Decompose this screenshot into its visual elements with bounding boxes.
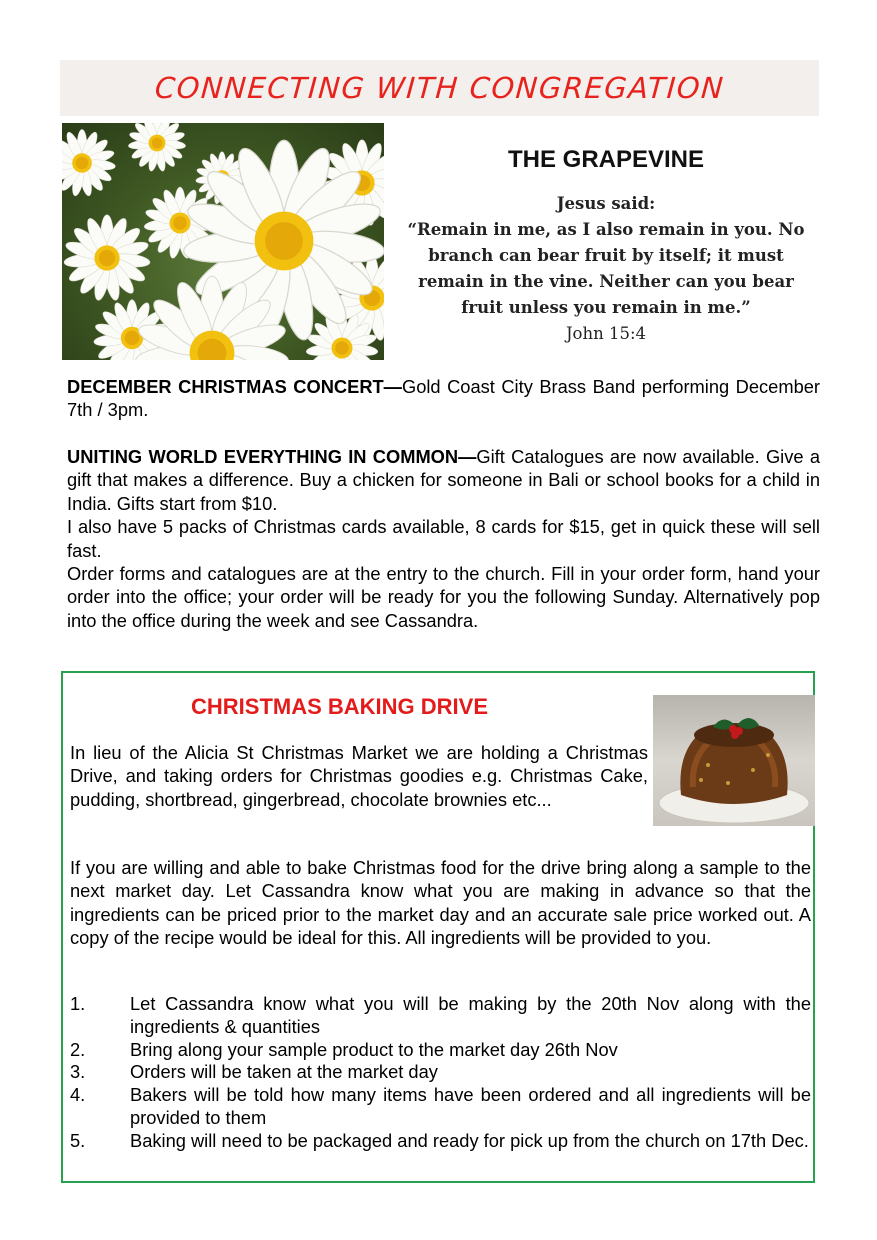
step-text: Let Cassandra know what you will be making by the 20th Nov along with the ingredients & quantities <box>130 993 811 1037</box>
step-text: Baking will need to be packaged and ready for pick up from the church on 17th Dec. <box>130 1129 809 1151</box>
list-item <box>70 1039 811 1062</box>
step-number: 5. <box>70 1129 86 1151</box>
concert-text: Gold Coast City Brass Band performing December 7th / 3pm. <box>67 376 820 421</box>
quote-text: “Remain in me, as I also remain in you. No branch can bear fruit by itself; it must remain in the vine. Neither can you bear fruit unless you remain in me.” <box>407 220 805 317</box>
grapevine-title: THE GRAPEVINE <box>507 146 705 173</box>
list-item <box>70 993 811 1039</box>
concert-notice <box>67 375 820 422</box>
step-number: 1. <box>70 993 86 1014</box>
step-text: Bring along your sample product to the market day 26th Nov <box>130 1038 618 1060</box>
order-forms-text: Order forms and catalogues are at the entry to the church. Fill in your order form, hand your order into the office; your order will be ready for you the following Sunday. Alternatively pop into the office during the week and see Cassandra. <box>67 563 820 631</box>
pudding-photo <box>653 695 815 826</box>
baking-steps-list <box>70 993 811 1153</box>
baking-drive-box <box>61 671 815 1183</box>
step-number: 4. <box>70 1084 86 1106</box>
baking-instructions-text: If you are willing and able to bake Christmas food for the drive bring along a sample to the next market day. Let Cassandra know what you are making in advance so that the ingredients can be priced prior to the market day and an accurate sale price worked out. A copy of the recipe would be ideal for this. All ingredients will be provided to you. <box>70 857 811 949</box>
daisy-photo <box>62 123 384 360</box>
banner-title: CONNECTING WITH CONGREGATION <box>153 71 726 105</box>
uniting-heading: UNITING WORLD EVERYTHING IN COMMON— <box>67 446 477 467</box>
step-number: 3. <box>70 1061 86 1083</box>
quote-reference: John 15:4 <box>565 324 647 343</box>
pudding-illustration <box>653 695 815 826</box>
uniting-world-notice <box>67 445 820 632</box>
baking-intro-text: In lieu of the Alicia St Christmas Market we are holding a Christmas Drive, and taking orders for Christmas goodies e.g. Christmas Cake, pudding, shortbread, gingerbread, chocolate brownies etc... <box>70 742 648 810</box>
uniting-paragraph <box>67 445 820 515</box>
baking-drive-title: CHRISTMAS BAKING DRIVE <box>191 694 489 719</box>
quote-intro: Jesus said: <box>556 194 656 213</box>
uniting-text: Gift Catalogues are now available. Give a gift that makes a difference. Buy a chicken for someone in Bali or school books for a child in India. Gifts start from $10. <box>67 446 821 514</box>
step-text: Orders will be taken at the market day <box>130 1061 438 1083</box>
list-item <box>70 1061 811 1084</box>
list-item <box>70 1130 811 1153</box>
scripture-quote <box>398 191 814 347</box>
christmas-cards-text: I also have 5 packs of Christmas cards available, 8 cards for $15, get in quick these will sell fast. <box>67 516 820 561</box>
list-item <box>70 1084 811 1130</box>
banner <box>60 60 819 116</box>
step-text: Bakers will be told how many items have been ordered and all ingredients will be provided to them <box>130 1084 811 1128</box>
step-number: 2. <box>70 1038 86 1060</box>
daisy-illustration <box>62 123 384 360</box>
concert-heading: DECEMBER CHRISTMAS CONCERT— <box>67 376 402 397</box>
